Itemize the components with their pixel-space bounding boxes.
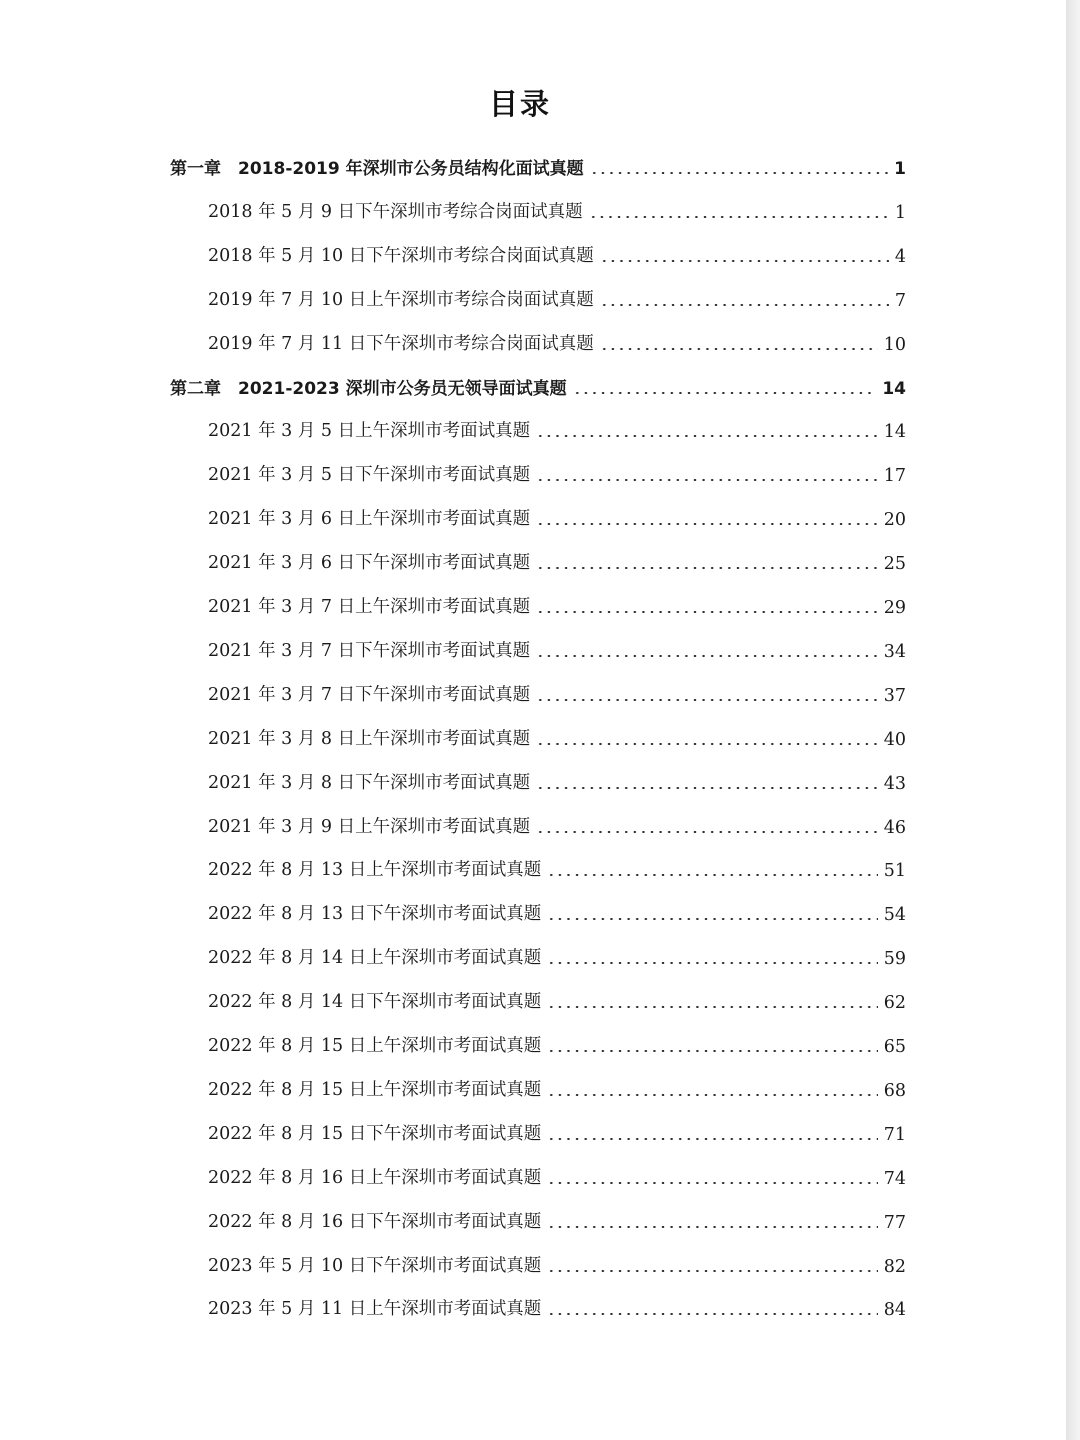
dot-leader [536, 479, 878, 481]
toc-page-number: 46 [883, 817, 906, 838]
toc-page-number: 34 [883, 641, 906, 662]
dot-leader [589, 216, 889, 218]
toc-section-entry[interactable] [208, 1245, 906, 1277]
dot-leader [547, 1313, 877, 1315]
toc-page-number: 1 [894, 159, 906, 179]
toc-section-entry[interactable] [208, 191, 906, 223]
toc-section-entry[interactable] [208, 1113, 906, 1145]
toc-entry-label: 2021 年 3 月 5 日下午深圳市考面试真题 [208, 465, 531, 486]
toc-entry-label: 2019 年 7 月 10 日上午深圳市考综合岗面试真题 [208, 289, 594, 310]
toc-section-entry[interactable] [208, 762, 906, 794]
toc-page-number: 59 [883, 949, 906, 970]
toc-section-entry[interactable] [208, 630, 906, 662]
toc-entry-label: 2021 年 3 月 7 日上午深圳市考面试真题 [208, 597, 531, 617]
toc-page-number: 68 [883, 1080, 906, 1101]
dot-leader [600, 260, 889, 262]
toc-page-number: 25 [883, 554, 906, 575]
toc-section-entry[interactable] [208, 981, 906, 1013]
toc-page-number: 1 [894, 202, 906, 223]
toc-entry-label: 2021 年 3 月 5 日上午深圳市考面试真题 [208, 421, 531, 442]
toc-section-entry[interactable] [208, 586, 906, 618]
toc-page-number: 43 [883, 773, 906, 794]
toc-section-entry[interactable] [208, 454, 906, 486]
toc-section-entry[interactable] [208, 1288, 906, 1320]
toc-entry-label: 2022 年 8 月 15 日下午深圳市考面试真题 [208, 1123, 542, 1144]
toc-section-entry[interactable] [208, 1069, 906, 1101]
toc-page-number: 40 [883, 729, 906, 750]
toc-section-entry[interactable] [208, 323, 906, 355]
toc-section-entry[interactable] [208, 542, 906, 574]
toc-page-number: 65 [883, 1037, 906, 1057]
dot-leader [536, 567, 878, 569]
dot-leader [536, 523, 878, 525]
toc-entry-label: 2022 年 8 月 15 日上午深圳市考面试真题 [208, 1079, 542, 1100]
toc-entry-label: 2021 年 3 月 7 日下午深圳市考面试真题 [208, 684, 531, 705]
toc-section-entry[interactable] [208, 498, 906, 530]
toc-section-entry[interactable] [208, 1201, 906, 1233]
toc-page-number: 20 [883, 510, 906, 531]
toc-entry-label: 2023 年 5 月 11 日上午深圳市考面试真题 [208, 1299, 542, 1320]
dot-leader [547, 1270, 877, 1272]
toc-page-number: 29 [883, 598, 906, 618]
dot-leader [547, 1050, 877, 1052]
dot-leader [600, 304, 889, 306]
toc-section-entry[interactable] [208, 235, 906, 267]
toc-page-number: 71 [883, 1124, 906, 1145]
page-edge [1066, 0, 1080, 1440]
toc-section-entry[interactable] [208, 718, 906, 750]
toc-section-entry[interactable] [208, 1157, 906, 1189]
toc-page-number: 17 [883, 466, 906, 487]
toc-page-number: 82 [883, 1256, 906, 1277]
toc-entry-label: 2021 年 3 月 7 日下午深圳市考面试真题 [208, 640, 531, 661]
dot-leader [536, 831, 878, 833]
toc-page-number: 84 [883, 1300, 906, 1321]
toc-entry-label: 2022 年 8 月 13 日下午深圳市考面试真题 [208, 904, 542, 925]
toc-entry-label: 2021 年 3 月 6 日下午深圳市考面试真题 [208, 553, 531, 574]
toc-entry-label: 2022 年 8 月 16 日下午深圳市考面试真题 [208, 1211, 542, 1232]
toc-page-number: 4 [894, 246, 906, 267]
toc-page-number: 7 [894, 290, 906, 311]
dot-leader [547, 962, 877, 964]
toc-entry-label: 2021 年 3 月 8 日上午深圳市考面试真题 [208, 728, 531, 749]
page-title: 目录 [488, 87, 551, 121]
toc-page-number: 37 [883, 685, 906, 706]
dot-leader [547, 1094, 877, 1096]
toc-page-number: 51 [883, 861, 906, 882]
toc-entry-label: 2023 年 5 月 10 日下午深圳市考面试真题 [208, 1255, 542, 1276]
dot-leader [536, 655, 878, 657]
toc-section-entry[interactable] [208, 849, 906, 881]
toc-section-entry[interactable] [208, 893, 906, 925]
toc-page-number: 14 [883, 422, 906, 443]
dot-leader [536, 787, 878, 789]
dot-leader [547, 1182, 877, 1184]
dot-leader [600, 348, 878, 350]
toc-section-entry[interactable] [208, 806, 906, 838]
toc-chapter-entry[interactable] [170, 367, 906, 399]
toc-entry-label: 2022 年 8 月 16 日上午深圳市考面试真题 [208, 1167, 542, 1188]
toc-entry-label: 第二章 2021-2023 深圳市公务员无领导面试真题 [170, 378, 567, 399]
dot-leader [536, 699, 878, 701]
toc-entry-label: 第一章 2018-2019 年深圳市公务员结构化面试真题 [170, 159, 584, 179]
toc-entry-label: 2022 年 8 月 14 日上午深圳市考面试真题 [208, 948, 542, 969]
dot-leader [547, 918, 877, 920]
dot-leader [536, 435, 878, 437]
toc-entry-label: 2021 年 3 月 8 日下午深圳市考面试真题 [208, 772, 531, 793]
toc-section-entry[interactable] [208, 937, 906, 969]
dot-leader [573, 392, 877, 394]
dot-leader [547, 1006, 877, 1008]
toc-section-entry[interactable] [208, 410, 906, 442]
toc-entry-label: 2018 年 5 月 10 日下午深圳市考综合岗面试真题 [208, 245, 594, 266]
toc-page-number: 74 [883, 1168, 906, 1189]
toc-page-number: 10 [883, 334, 906, 355]
dot-leader [547, 874, 877, 876]
toc-entry-label: 2022 年 8 月 15 日上午深圳市考面试真题 [208, 1036, 542, 1056]
toc-chapter-entry[interactable] [170, 147, 906, 179]
toc-entry-label: 2022 年 8 月 13 日上午深圳市考面试真题 [208, 860, 542, 881]
dot-leader [536, 611, 878, 613]
toc-section-entry[interactable] [208, 674, 906, 706]
toc-page-number: 54 [883, 905, 906, 926]
toc-entry-label: 2022 年 8 月 14 日下午深圳市考面试真题 [208, 992, 542, 1013]
toc-entry-label: 2021 年 3 月 9 日上午深圳市考面试真题 [208, 816, 531, 837]
toc-entry-label: 2018 年 5 月 9 日下午深圳市考综合岗面试真题 [208, 201, 583, 222]
toc-page-number: 62 [883, 993, 906, 1014]
toc-entry-label: 2021 年 3 月 6 日上午深圳市考面试真题 [208, 509, 531, 530]
dot-leader [547, 1138, 877, 1140]
toc-entry-label: 2019 年 7 月 11 日下午深圳市考综合岗面试真题 [208, 333, 594, 354]
dot-leader [536, 743, 878, 745]
toc-page-number: 77 [883, 1212, 906, 1233]
toc-page-number: 14 [882, 378, 906, 399]
toc-section-entry[interactable] [208, 279, 906, 311]
toc-section-entry[interactable] [208, 1025, 906, 1057]
dot-leader [590, 172, 889, 174]
dot-leader [547, 1226, 877, 1228]
